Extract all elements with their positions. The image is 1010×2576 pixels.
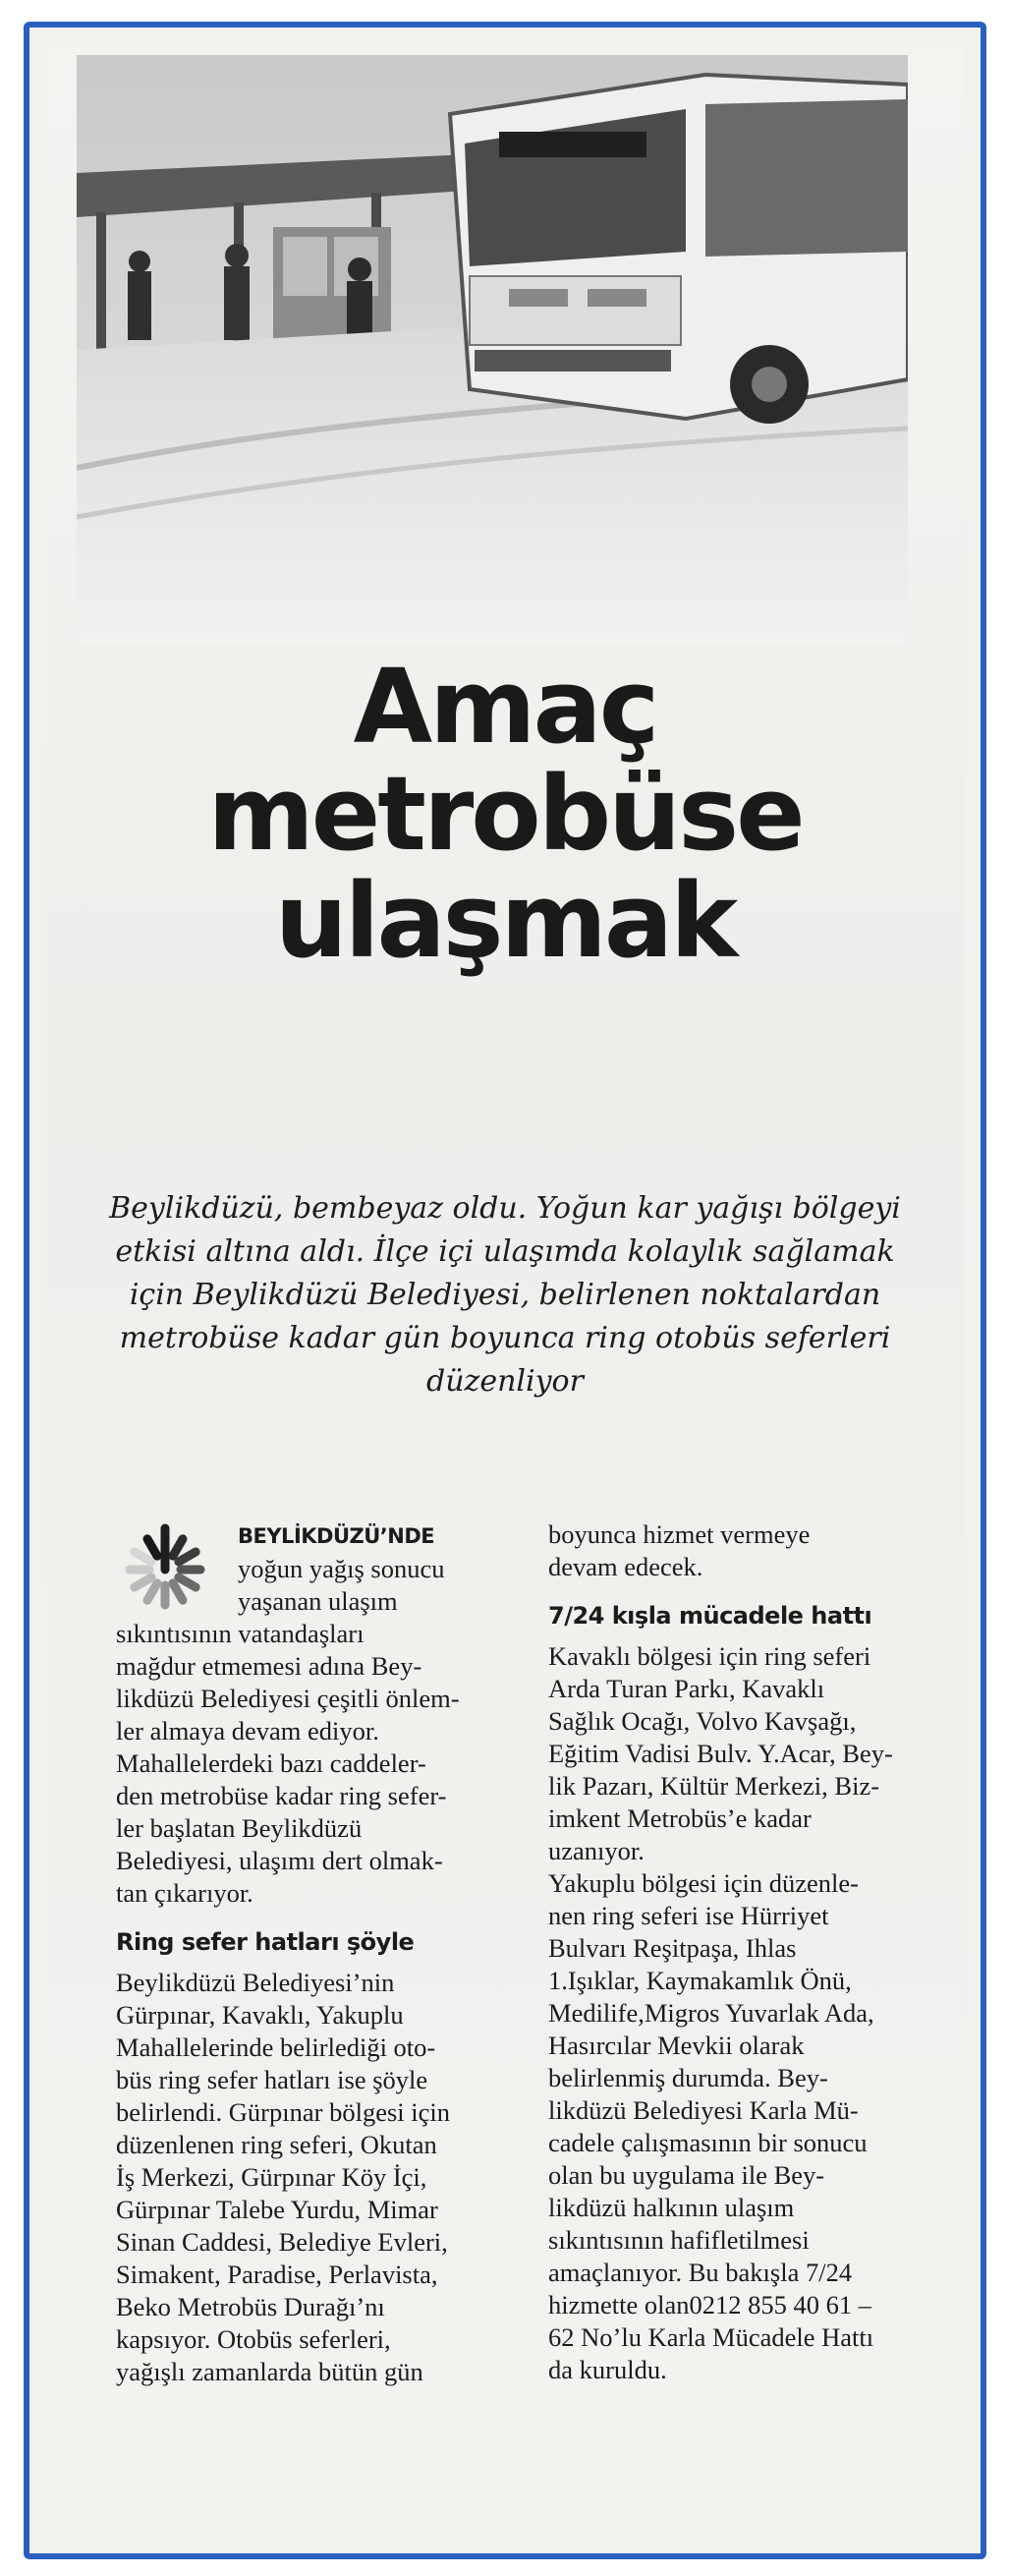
headline-line-3: ulaşmak [274,861,736,982]
article-lede: Beylikdüzü, bembeyaz oldu. Yoğun kar yağışı bölgeyi etkisi altına aldı. İlçe içi ulaşımda kolaylık sağlamak için Beylikdüzü Belediyesi, belirlenen noktalardan metrobüse kadar gün boyunca ring otobüs seferleri düzenliyor [109,1191,901,1399]
dateline-first-lines [238,1518,517,1618]
headline-line-1: Amaç [353,647,657,767]
intro-paragraph: sıkıntısının vatandaşları mağdur etmemesi adına Bey- likdüzü Belediyesi çeşitli önlem- ler almaya devam ediyor. Mahallelerdeki bazı caddeler- den metrobüse kadar ring sefer- ler başlatan Beylikdüzü Belediyesi, ulaşımı dert olmak- tan çıkarıyor. [116,1619,460,1908]
article-column-right [548,1518,939,2386]
snow-bus-photo-icon [77,55,908,645]
news-photo [77,55,908,645]
intro-lines: yoğun yağış sonucu yaşanan ulaşım [238,1554,445,1616]
section-kavakli: Kavaklı bölgesi için ring seferi Arda Turan Parkı, Kavaklı Sağlık Ocağı, Volvo Kavşağı, Eğitim Vadisi Bulv. Y.Acar, Bey- lik Pazarı, Kültür Merkezi, Biz- imkent Metrobüs’e kadar uzanıyor. [548,1641,893,1865]
section-yakuplu: Yakuplu bölgesi için düzenle- nen ring seferi ise Hürriyet Bulvarı Reşitpaşa, Ihlas 1.Işıklar, Kaymakamlık Önü, Medilife,Migros Yuvarlak Ada, Hasırcılar Mevkii olarak belirlenmiş durumda. Bey- likdüzü Belediyesi Karla Mü- cadele çalışmasının bir sonucu olan bu uygulama ile Bey- likdüzü halkının ulaşım sıkıntısının hafifletilmesi amaçlanıyor. Bu bakışla 7/24 hizmette olan0212 855 40 61 – 62 No’lu Karla Mücadele Hattı da kuruldu. [548,1868,874,2384]
section-ring-sefer: Beylikdüzü Belediyesi’nin Gürpınar, Kavaklı, Yakuplu Mahallelerinde belirlediği oto- büs ring sefer hatları ise şöyle belirlendi. Gürpınar bölgesi için düzenlenen ring seferi, Okutan İş Merkezi, Gürpınar Köy İçi, Gürpınar Talebe Yurdu, Mimar Sinan Caddesi, Belediye Evleri, Simakent, Paradise, Perlavista, Beko Metrobüs Durağı’nı kapsıyor. Otobüs seferleri, yağışlı zamanlarda bütün gün [116,1968,450,2386]
dateline-block [116,1518,517,1618]
article-column-left [116,1518,517,2388]
subhead-724-hat: 7/24 kışla mücadele hattı [548,1602,872,1630]
headline-line-2: metrobüse [207,754,803,875]
article-headline [0,647,1010,982]
subhead-ring-sefer: Ring sefer hatları şöyle [116,1928,415,1956]
section-ring-sefer-continued: boyunca hizmet vermeye devam edecek. [548,1519,811,1581]
spinner-logo-icon [116,1520,214,1619]
dateline: BEYLİKDÜZÜ’NDE [238,1524,435,1548]
